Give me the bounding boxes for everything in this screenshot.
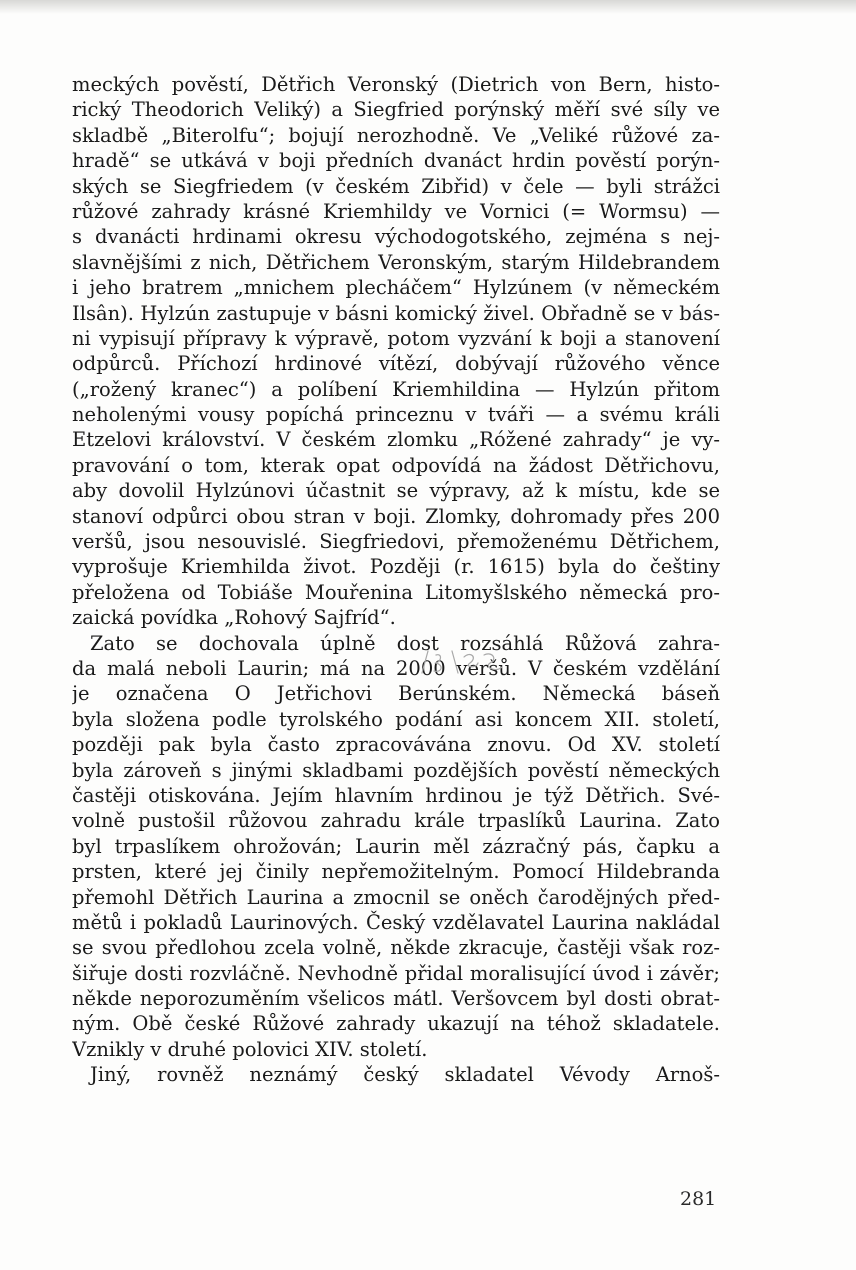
- text-line: byla složena podle tyrolského podání asi koncem XII. století,: [72, 707, 720, 731]
- text-line: meckých pověstí, Dětřich Veronský (Dietrich von Bern, histo-: [72, 73, 720, 96]
- text-line: ni vypisují přípravy k výpravě, potom vyzvání k boji a stanovení: [72, 326, 720, 350]
- text-line: byla zároveň s jinými skladbami pozdějších pověstí německých: [72, 758, 720, 782]
- text-line: skladbě „Biterolfu“; bojují nerozhodně. Ve „Veliké růžové za-: [72, 123, 720, 147]
- text-line: růžové zahrady krásné Kriemhildy ve Vornici (= Wormsu) —: [72, 199, 720, 223]
- text-line: neholenými vousy popíchá princeznu v tváři — a svému králi: [72, 403, 720, 427]
- text-line: Vznikly v druhé polovici XIV. století.: [72, 1037, 428, 1061]
- text-line: rický Theodorich Veliký) a Siegfried porýnský měří své síly ve: [72, 98, 720, 122]
- text-line: („rožený kranec“) a políbení Kriemhildina — Hylzún přitom: [72, 377, 720, 401]
- text-line: i jeho bratrem „mnichem plecháčem“ Hylzúnem (v německém: [72, 276, 720, 300]
- text-line: veršů, jsou nesouvislé. Siegfriedovi, přemoženému Dětřichem,: [72, 530, 720, 554]
- pencil-annotation: [418, 647, 510, 677]
- text-line: byl trpaslíkem ohrožován; Laurin měl zázračný pás, čapku a: [72, 834, 720, 858]
- text-line: mětů i pokladů Laurinových. Český vzdělavatel Laurina nakládal: [72, 910, 720, 934]
- text-line: přemohl Dětřich Laurina a zmocnil se oněch čarodějných před-: [72, 885, 720, 909]
- text-line: ských se Siegfriedem (v českém Zibřid) v čele — byli strážci: [72, 174, 720, 198]
- text-line: někde neporozuměním všelicos mátl. Veršovcem byl dosti obrat-: [72, 987, 720, 1011]
- text-line: ným. Obě české Růžové zahrady ukazují na téhož skladatele.: [72, 1012, 720, 1036]
- text-line: volně pustošil růžovou zahradu krále trpaslíků Laurina. Zato: [72, 809, 720, 833]
- text-line: odpůrců. Příchozí hrdinové vítězí, dobývají růžového věnce: [72, 352, 720, 376]
- scan-edge-shadow: [0, 0, 856, 14]
- text-line: přeložena od Tobiáše Mouřenina Litomyšlského německá pro-: [72, 580, 720, 604]
- text-line: pravování o tom, kterak opat odpovídá na žádost Dětřichovu,: [72, 453, 720, 477]
- text-line: stanoví odpůrci obou stran v boji. Zlomky, dohromady přes 200: [72, 504, 720, 528]
- text-line: se svou předlohou zcela volně, někde zkracuje, častěji však roz-: [72, 936, 720, 960]
- text-line: vyprošuje Kriemhilda život. Později (r. 1615) byla do češtiny: [72, 555, 720, 579]
- text-line: da malá neboli Laurin; má na 2000 veršů. V českém vzdělání: [72, 656, 720, 680]
- text-line: aby dovolil Hylzúnovi účastnit se výpravy, až k místu, kde se: [72, 479, 720, 503]
- body-text: [72, 72, 720, 1088]
- text-line: slavnějšími z nich, Dětřichem Veronským, starým Hildebrandem: [72, 250, 720, 274]
- text-line: častěji otiskována. Jejím hlavním hrdinou je týž Dětřich. Své-: [72, 783, 720, 807]
- text-line: Jiný, rovněž neznámý český skladatel Vévody Arnoš-: [90, 1063, 720, 1087]
- text-line: zaická povídka „Rohový Sajfríd“.: [72, 606, 396, 630]
- text-line: Ilsân). Hylzún zastupuje v básni komický živel. Obřadně se v bás-: [72, 301, 720, 325]
- text-line: s dvanácti hrdinami okresu východogotského, zejména s nej-: [72, 225, 720, 249]
- text-line: prsten, které jej činily nepřemožitelným. Pomocí Hildebranda: [72, 860, 720, 884]
- text-line: šiřuje dosti rozvláčně. Nevhodně přidal moralisující úvod i závěr;: [72, 961, 720, 985]
- text-line: později pak byla často zpracovávána znovu. Od XV. století: [72, 733, 720, 757]
- text-line: je označena O Jetřichovi Berúnském. Německá báseň: [72, 682, 720, 706]
- page-number: 281: [680, 1188, 717, 1210]
- text-line: hradě“ se utkává v boji předních dvanáct hrdin pověstí porýn-: [72, 149, 720, 173]
- text-line: Zato se dochovala úplně dost rozsáhlá Růžová zahra-: [90, 631, 720, 655]
- text-line: Etzelovi království. V českém zlomku „Róžené zahrady“ je vy-: [72, 428, 720, 452]
